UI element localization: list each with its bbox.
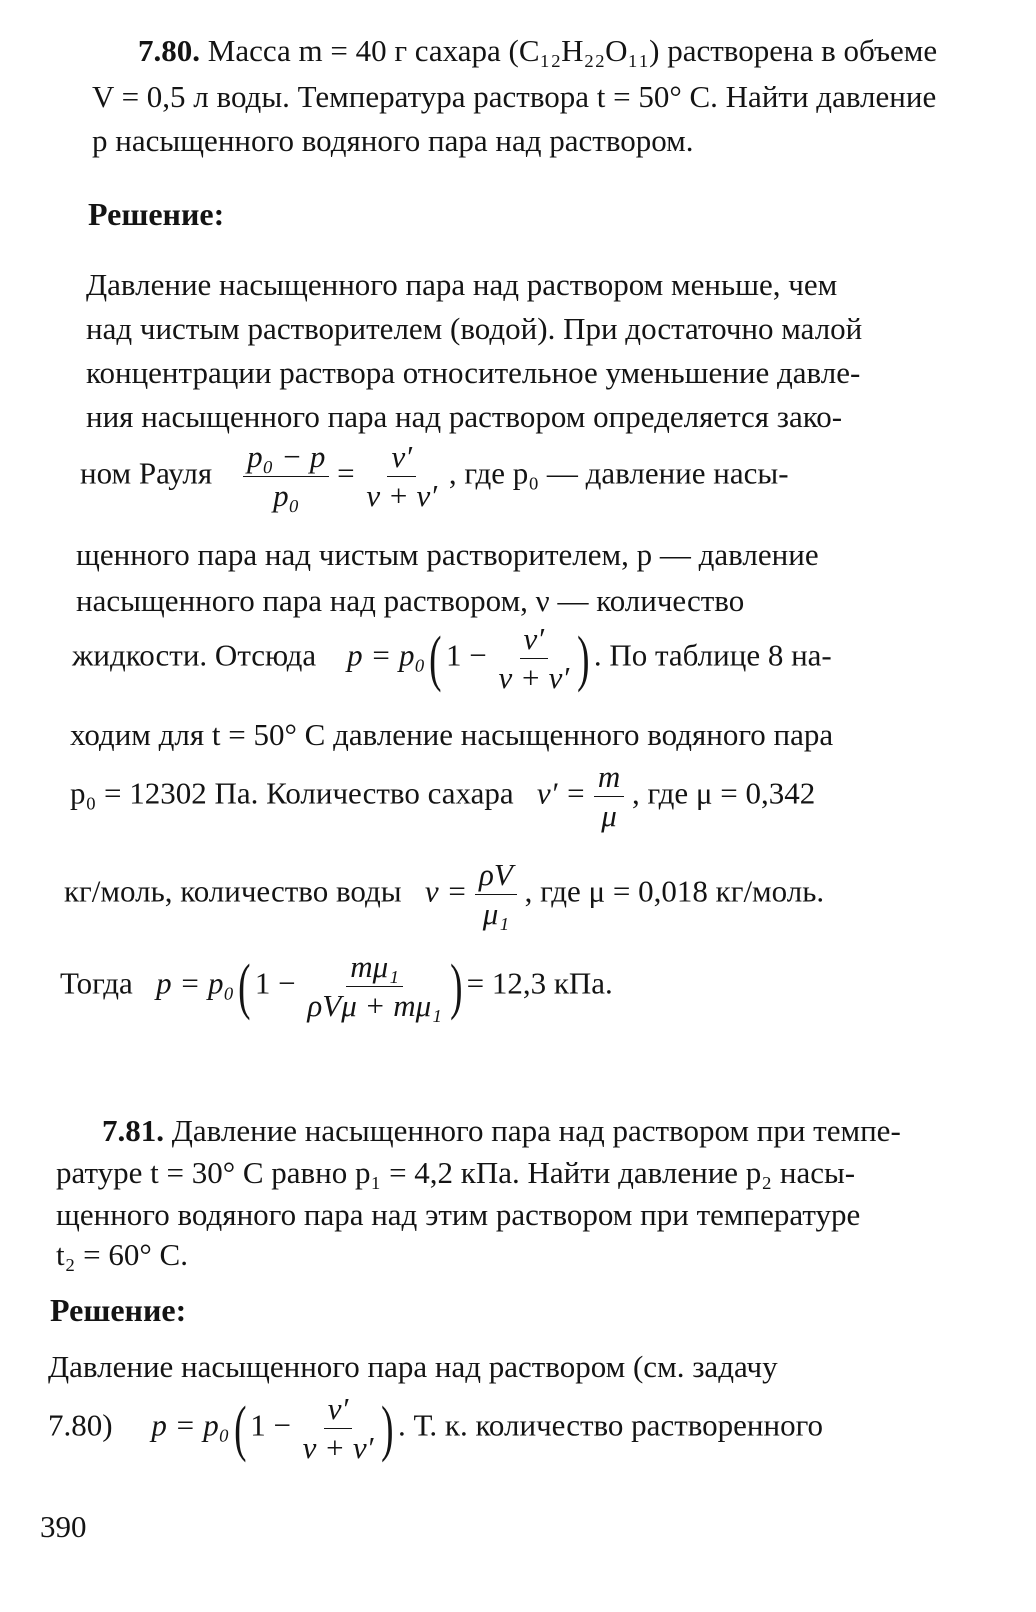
page-number: 390 (40, 1509, 87, 1544)
sugar-lhs: ν′ = (536, 775, 587, 811)
problem-780-line-1 (138, 34, 937, 68)
formula-1-numerator: ν′ (520, 622, 549, 659)
water-lhs: ν = (424, 873, 468, 909)
left-paren: ( (238, 952, 251, 1021)
raoult-fraction-right (362, 440, 441, 513)
solution-780-line-5: ном Рауля $\frac{\text{p₀ − p}}{\text{p₀}}$ = $\frac{\nu'}{\nu + \nu'}$ , где p₀ — давление насы- (80, 439, 789, 513)
solution-780-line-3: концентрации раствора относительное уменьшение давле- (86, 355, 861, 390)
problem-780-text-1: Масса m = 40 г сахара (C₁₂H₂₂O₁₁) растворена в объеме (207, 33, 938, 68)
problem-781-line-1 (102, 1114, 901, 1148)
ref-prefix: 7.80) (48, 1407, 113, 1443)
final-denominator: ρVμ + mμ₁ (307, 988, 442, 1023)
water-prefix: кг/моль, количество воды (64, 873, 402, 909)
solution-780-line-9: ходим для t = 50° C давление насыщенного водяного пара (70, 717, 834, 752)
raoult-right-denominator: ν + ν′ (366, 478, 438, 513)
formula-1-lhs: p = p₀ (347, 637, 426, 673)
final-numerator: mμ₁ (346, 950, 403, 987)
ref-numerator: ν′ (324, 1392, 353, 1429)
raoult-left-numerator: p₀ − p (243, 440, 329, 477)
sugar-numerator: m (594, 760, 624, 797)
formula-1-suffix: . По таблице 8 на- (593, 637, 832, 673)
final-lhs: p = p₀ (156, 965, 235, 1001)
water-suffix: , где μ = 0,018 кг/моль. (524, 873, 825, 909)
right-paren: ) (450, 952, 463, 1021)
sugar-denominator: μ (601, 798, 617, 833)
problem-781-line-2: ратуре t = 30° C равно p₁ = 4,2 кПа. Найти давление p₂ насы- (56, 1155, 856, 1190)
water-numerator: ρV (475, 858, 517, 895)
solution-780-line-10 (70, 760, 815, 833)
water-fraction (475, 858, 517, 931)
solution-780-line-12 (60, 950, 613, 1023)
ref-lhs: p = p₀ (151, 1407, 230, 1443)
problem-781-number: 7.81. (102, 1113, 164, 1148)
raoult-left-denominator: p₀ (273, 478, 300, 513)
problem-781-line-3: щенного водяного пара над этим раствором при температуре (56, 1197, 861, 1232)
left-paren: ( (233, 1394, 247, 1463)
solution-780-line-6: щенного пара над чистым растворителем, p — давление (76, 537, 819, 572)
raoult-prefix: ном Рауля (80, 455, 213, 491)
solution-781-line-1: Давление насыщенного пара над раствором (см. задачу (48, 1349, 778, 1384)
raoult-suffix: , где p₀ — давление насы- (448, 455, 789, 491)
solution-780-line-4: ния насыщенного пара над раствором определяется зако- (86, 399, 843, 434)
sugar-fraction (594, 760, 624, 833)
formula-1-denominator: ν + ν′ (498, 660, 570, 695)
ref-fraction (299, 1392, 378, 1465)
formula-1-one: 1 − (445, 637, 487, 673)
final-one: 1 − (254, 965, 296, 1001)
problem-780-line-2: V = 0,5 л воды. Температура раствора t = 50° C. Найти давление (92, 79, 937, 114)
ref-suffix: . Т. к. количество растворенного (398, 1407, 824, 1443)
problem-781-line-4: t₂ = 60° C. (56, 1237, 188, 1272)
solution-780-line-8 (72, 622, 832, 695)
raoult-right-numerator: ν′ (387, 440, 416, 477)
problem-780-line-3: p насыщенного водяного пара над раствором. (92, 123, 694, 158)
solution-780-heading: Решение: (88, 196, 225, 232)
sugar-suffix: , где μ = 0,342 (631, 775, 816, 811)
formula-1-fraction (494, 622, 573, 695)
water-denominator: μ₁ (482, 896, 510, 931)
right-paren: ) (381, 1394, 394, 1463)
solution-780-line-1: Давление насыщенного пара над раствором меньше, чем (86, 267, 838, 302)
final-prefix: Тогда (60, 965, 133, 1001)
solution-781-line-2 (48, 1392, 823, 1465)
formula-1-prefix: жидкости. Отсюда (72, 637, 317, 673)
ref-denominator: ν + ν′ (302, 1430, 374, 1465)
problem-781-text-1: Давление насыщенного пара над раствором при темпе- (171, 1113, 901, 1148)
raoult-fraction-left (243, 440, 329, 513)
solution-780-line-7: насыщенного пара над раствором, ν — количество (76, 583, 745, 618)
solution-780-line-11 (64, 858, 824, 931)
left-paren: ( (429, 624, 442, 693)
solution-780-line-2: над чистым растворителем (водой). При достаточно малой (86, 311, 863, 346)
solution-781-heading: Решение: (50, 1292, 187, 1328)
sugar-prefix: p₀ = 12302 Па. Количество сахара (70, 775, 514, 811)
final-result: = 12,3 кПа. (466, 965, 613, 1001)
ref-one: 1 − (250, 1407, 291, 1443)
problem-780-number: 7.80. (138, 33, 200, 68)
right-paren: ) (577, 624, 590, 693)
final-fraction (303, 950, 446, 1023)
